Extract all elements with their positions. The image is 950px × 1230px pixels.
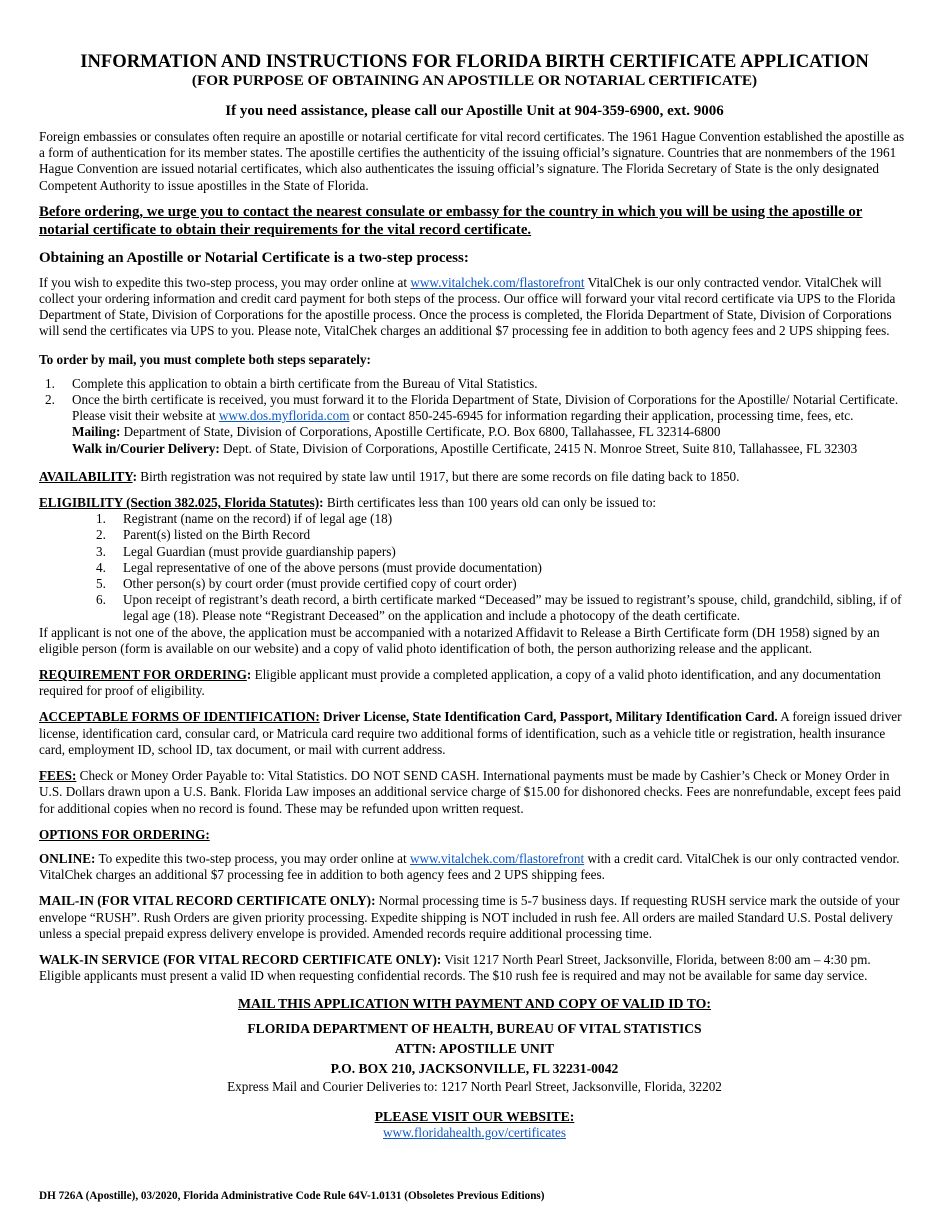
list-number: 3.: [96, 543, 106, 559]
website-heading: PLEASE VISIT OUR WEBSITE:: [374, 1108, 575, 1124]
eligibility-label: ELIGIBILITY (Section 382.025, Florida Statutes): [39, 495, 320, 511]
walkin-label: Walk in/Courier Delivery:: [72, 440, 220, 456]
mailing-text: Department of State, Division of Corporations, Apostille Certificate, P.O. Box 6800, Tallahassee, FL 32314-6800: [120, 424, 721, 440]
list-item: [39, 592, 910, 624]
requirement-text: Eligible applicant must provide a completed application, a copy of a valid photo identification, and any documentation required for proof of eligibility.: [39, 667, 881, 699]
list-number: 2.: [96, 527, 106, 543]
online-label: ONLINE:: [39, 850, 96, 866]
mail-to-line1: FLORIDA DEPARTMENT OF HEALTH, BUREAU OF VITAL STATISTICS: [247, 1020, 702, 1036]
assistance-line: If you need assistance, please call our Apostille Unit at 904-359-6900, ext. 9006: [225, 103, 724, 119]
list-item: [39, 576, 910, 592]
list-item: [39, 527, 910, 543]
list-item: [39, 392, 910, 424]
walkin-text: Dept. of State, Division of Corporations, Apostille Certificate, 2415 N. Monroe Street, Suite 810, Tallahassee, FL 32303: [219, 440, 858, 456]
requirement-label: REQUIREMENT FOR ORDERING: [39, 667, 247, 683]
walkin-option: [39, 952, 910, 984]
list-item: [39, 511, 910, 527]
mailin-option: [39, 893, 910, 942]
list-text: Complete this application to obtain a birth certificate from the Bureau of Vital Statistics.: [72, 375, 538, 391]
fees-text: Check or Money Order Payable to: Vital Statistics. DO NOT SEND CASH. International payments must be made by Cashier’s Check or Money Order in U.S. Dollars drawn upon a U.S. Bank. Florida Law imposes an additional service charge of $15.00 for dishonored checks. Fees are nonrefundable, except fees paid for additional copies when no record is found. These may be refunded upon written request.: [39, 768, 901, 816]
warning-notice: Before ordering, we urge you to contact the nearest consulate or embassy for the country in which you will be using the apostille or notarial certificate to obtain their requirements for the vital record certificate.: [39, 203, 863, 238]
list-text: Registrant (name on the record) if of legal age (18): [123, 511, 393, 527]
list-number: 5.: [96, 576, 106, 592]
form-footer: DH 726A (Apostille), 03/2020, Florida Administrative Code Rule 64V-1.0131 (Obsoletes Previous Editions): [39, 1190, 545, 1202]
list-text: Other person(s) by court order (must provide certified copy of court order): [123, 576, 517, 592]
availability-text: Birth registration was not required by state law until 1917, but there are some records on file dating back to 1850.: [137, 468, 740, 484]
identification-section: [39, 709, 910, 758]
mail-steps-heading: To order by mail, you must complete both steps separately:: [39, 351, 371, 367]
list-item: [39, 560, 910, 576]
dos-link[interactable]: www.dos.myflorida.com: [218, 408, 350, 424]
list-number: 4.: [96, 559, 106, 575]
options-heading: OPTIONS FOR ORDERING:: [39, 826, 210, 842]
walkin-option-label: WALK-IN SERVICE (FOR VITAL RECORD CERTIFICATE ONLY):: [39, 951, 442, 967]
mail-to-heading: MAIL THIS APPLICATION WITH PAYMENT AND COPY OF VALID ID TO:: [237, 996, 712, 1012]
online-expedite-pre: If you wish to expedite this two-step process, you may order online at: [39, 274, 411, 290]
fees-section: [39, 768, 910, 817]
availability-colon: :: [132, 468, 137, 484]
express-mail-line: Express Mail and Courier Deliveries to: 1217 North Pearl Street, Jacksonville, Florida, 32202: [227, 1078, 722, 1094]
eligibility-section: [39, 495, 910, 511]
mailin-text: Normal processing time is 5-7 business days. If requesting RUSH service mark the outside of your envelope “RUSH”. Rush Orders are given priority processing. Expedite shipping is NOT included in rush fee. All orders are mailed Standard U.S. Postal delivery unless a special prepaid express delivery envelope is provided. Amended records require additional processing time.: [39, 893, 900, 941]
walkin-option-text: Visit 1217 North Pearl Street, Jacksonville, Florida, between 8:00 am – 4:30 pm. Eligible applicants must present a valid ID when requesting confidential records. The $10 rush fee is required and may not be available for same day service.: [39, 951, 871, 984]
list-text: Legal Guardian (must provide guardianship papers): [123, 543, 396, 559]
list-text-post: or contact 850-245-6945 for information regarding their application, processing time, fees, etc.: [349, 408, 854, 424]
intro-paragraph: Foreign embassies or consulates often require an apostille or notarial certificate for vital record certificates. The 1961 Hague Convention established the apostille as a form of authentication for its member states. The apostille certifies the authenticity of the issuing official’s signature. Countries that are nonmembers of the 1961 Hague Convention are issued notarial certificates, which also authenticates the issuing official’s signature. The Florida Secretary of State is the only designated Competent Authority to issue apostilles in the State of Florida.: [39, 129, 905, 193]
vitalchek-link[interactable]: www.vitalchek.com/flastorefront: [410, 274, 585, 290]
two-step-heading: Obtaining an Apostille or Notarial Certificate is a two-step process:: [39, 249, 469, 266]
website-link-row: [39, 1125, 910, 1141]
list-text: Parent(s) listed on the Birth Record: [123, 527, 311, 543]
walkin-address: [39, 441, 910, 457]
list-number: 1.: [45, 375, 55, 391]
mail-steps-list: [39, 376, 910, 425]
eligibility-colon: :: [319, 495, 324, 511]
mailin-label: MAIL-IN (FOR VITAL RECORD CERTIFICATE ONLY):: [39, 893, 376, 909]
mailing-label: Mailing:: [72, 424, 121, 440]
list-item: [39, 376, 910, 392]
identification-label: ACCEPTABLE FORMS OF IDENTIFICATION:: [39, 709, 320, 725]
list-number: 6.: [96, 592, 106, 608]
online-option-post: with a credit card. VitalChek is our only contracted vendor. VitalChek charges an additional $7 processing fee in addition to both agency fees and 2 UPS shipping fees.: [39, 850, 900, 883]
online-expedite-paragraph: [39, 275, 910, 340]
list-text: Legal representative of one of the above persons (must provide documentation): [123, 559, 542, 575]
eligibility-note: If applicant is not one of the above, the application must be accompanied with a notarized Affidavit to Release a Birth Certificate form (DH 1958) signed by an eligible person (form is available on our website) and a copy of valid photo identification of both, the person authorizing release and the applicant.: [39, 624, 880, 656]
availability-label: AVAILABILITY: [39, 468, 133, 484]
mail-to-line2: ATTN: APOSTILLE UNIT: [394, 1040, 555, 1056]
eligibility-text: Birth certificates less than 100 years old can only be issued to:: [323, 495, 657, 511]
eligibility-list: [39, 511, 910, 624]
requirement-colon: :: [246, 667, 252, 683]
document-subtitle: (FOR PURPOSE OF OBTAINING AN APOSTILLE OR NOTARIAL CERTIFICATE): [191, 72, 758, 89]
mail-to-line3: P.O. BOX 210, JACKSONVILLE, FL 32231-0042: [330, 1060, 619, 1076]
floridahealth-link[interactable]: www.floridahealth.gov/certificates: [383, 1124, 566, 1140]
identification-types: Driver License, State Identification Card, Passport, Military Identification Card.: [319, 709, 778, 725]
list-number: 1.: [96, 511, 106, 527]
list-number: 2.: [45, 392, 55, 408]
online-expedite-post: VitalChek is our only contracted vendor. VitalChek will collect your ordering information and credit card payment for both steps of the process. Our office will forward your vital record certificate via UPS to the Florida Department of State, Division of Corporations for the apostille process. Once the process is completed, the Florida Department of State, Division of Corporations will send the certificates via UPS to you. Please note, VitalChek charges an additional $7 processing fee in addition to both agency fees and 2 UPS shipping fees.: [39, 274, 896, 339]
online-option: [39, 851, 910, 883]
list-item: [39, 544, 910, 560]
availability-section: [39, 469, 910, 485]
document-title: INFORMATION AND INSTRUCTIONS FOR FLORIDA BIRTH CERTIFICATE APPLICATION: [80, 51, 869, 72]
list-text: Upon receipt of registrant’s death record, a birth certificate marked “Deceased” may be issued to registrant’s spouse, child, grandchild, sibling, if of legal age (18). Please note “Registrant Deceased” on the application and include a photocopy of the death certificate.: [123, 592, 902, 624]
online-option-pre: To expedite this two-step process, you may order online at: [95, 850, 410, 866]
vitalchek-link-2[interactable]: www.vitalchek.com/flastorefront: [409, 850, 585, 866]
fees-label: FEES:: [39, 768, 77, 784]
mailing-address: [39, 424, 910, 440]
identification-text: A foreign issued driver license, identification card, consular card, or Matricula card require two additional forms of identification, such as a vehicle title or registration, health insurance card, employment ID, school ID, tax document, or mail with current address.: [39, 709, 902, 757]
requirement-section: [39, 667, 910, 699]
list-text: Once the birth certificate is received, you must forward it to the Florida Department of State, Division of Corporations for the Apostille/ Notarial Certificate. Please visit their website at: [72, 392, 899, 424]
